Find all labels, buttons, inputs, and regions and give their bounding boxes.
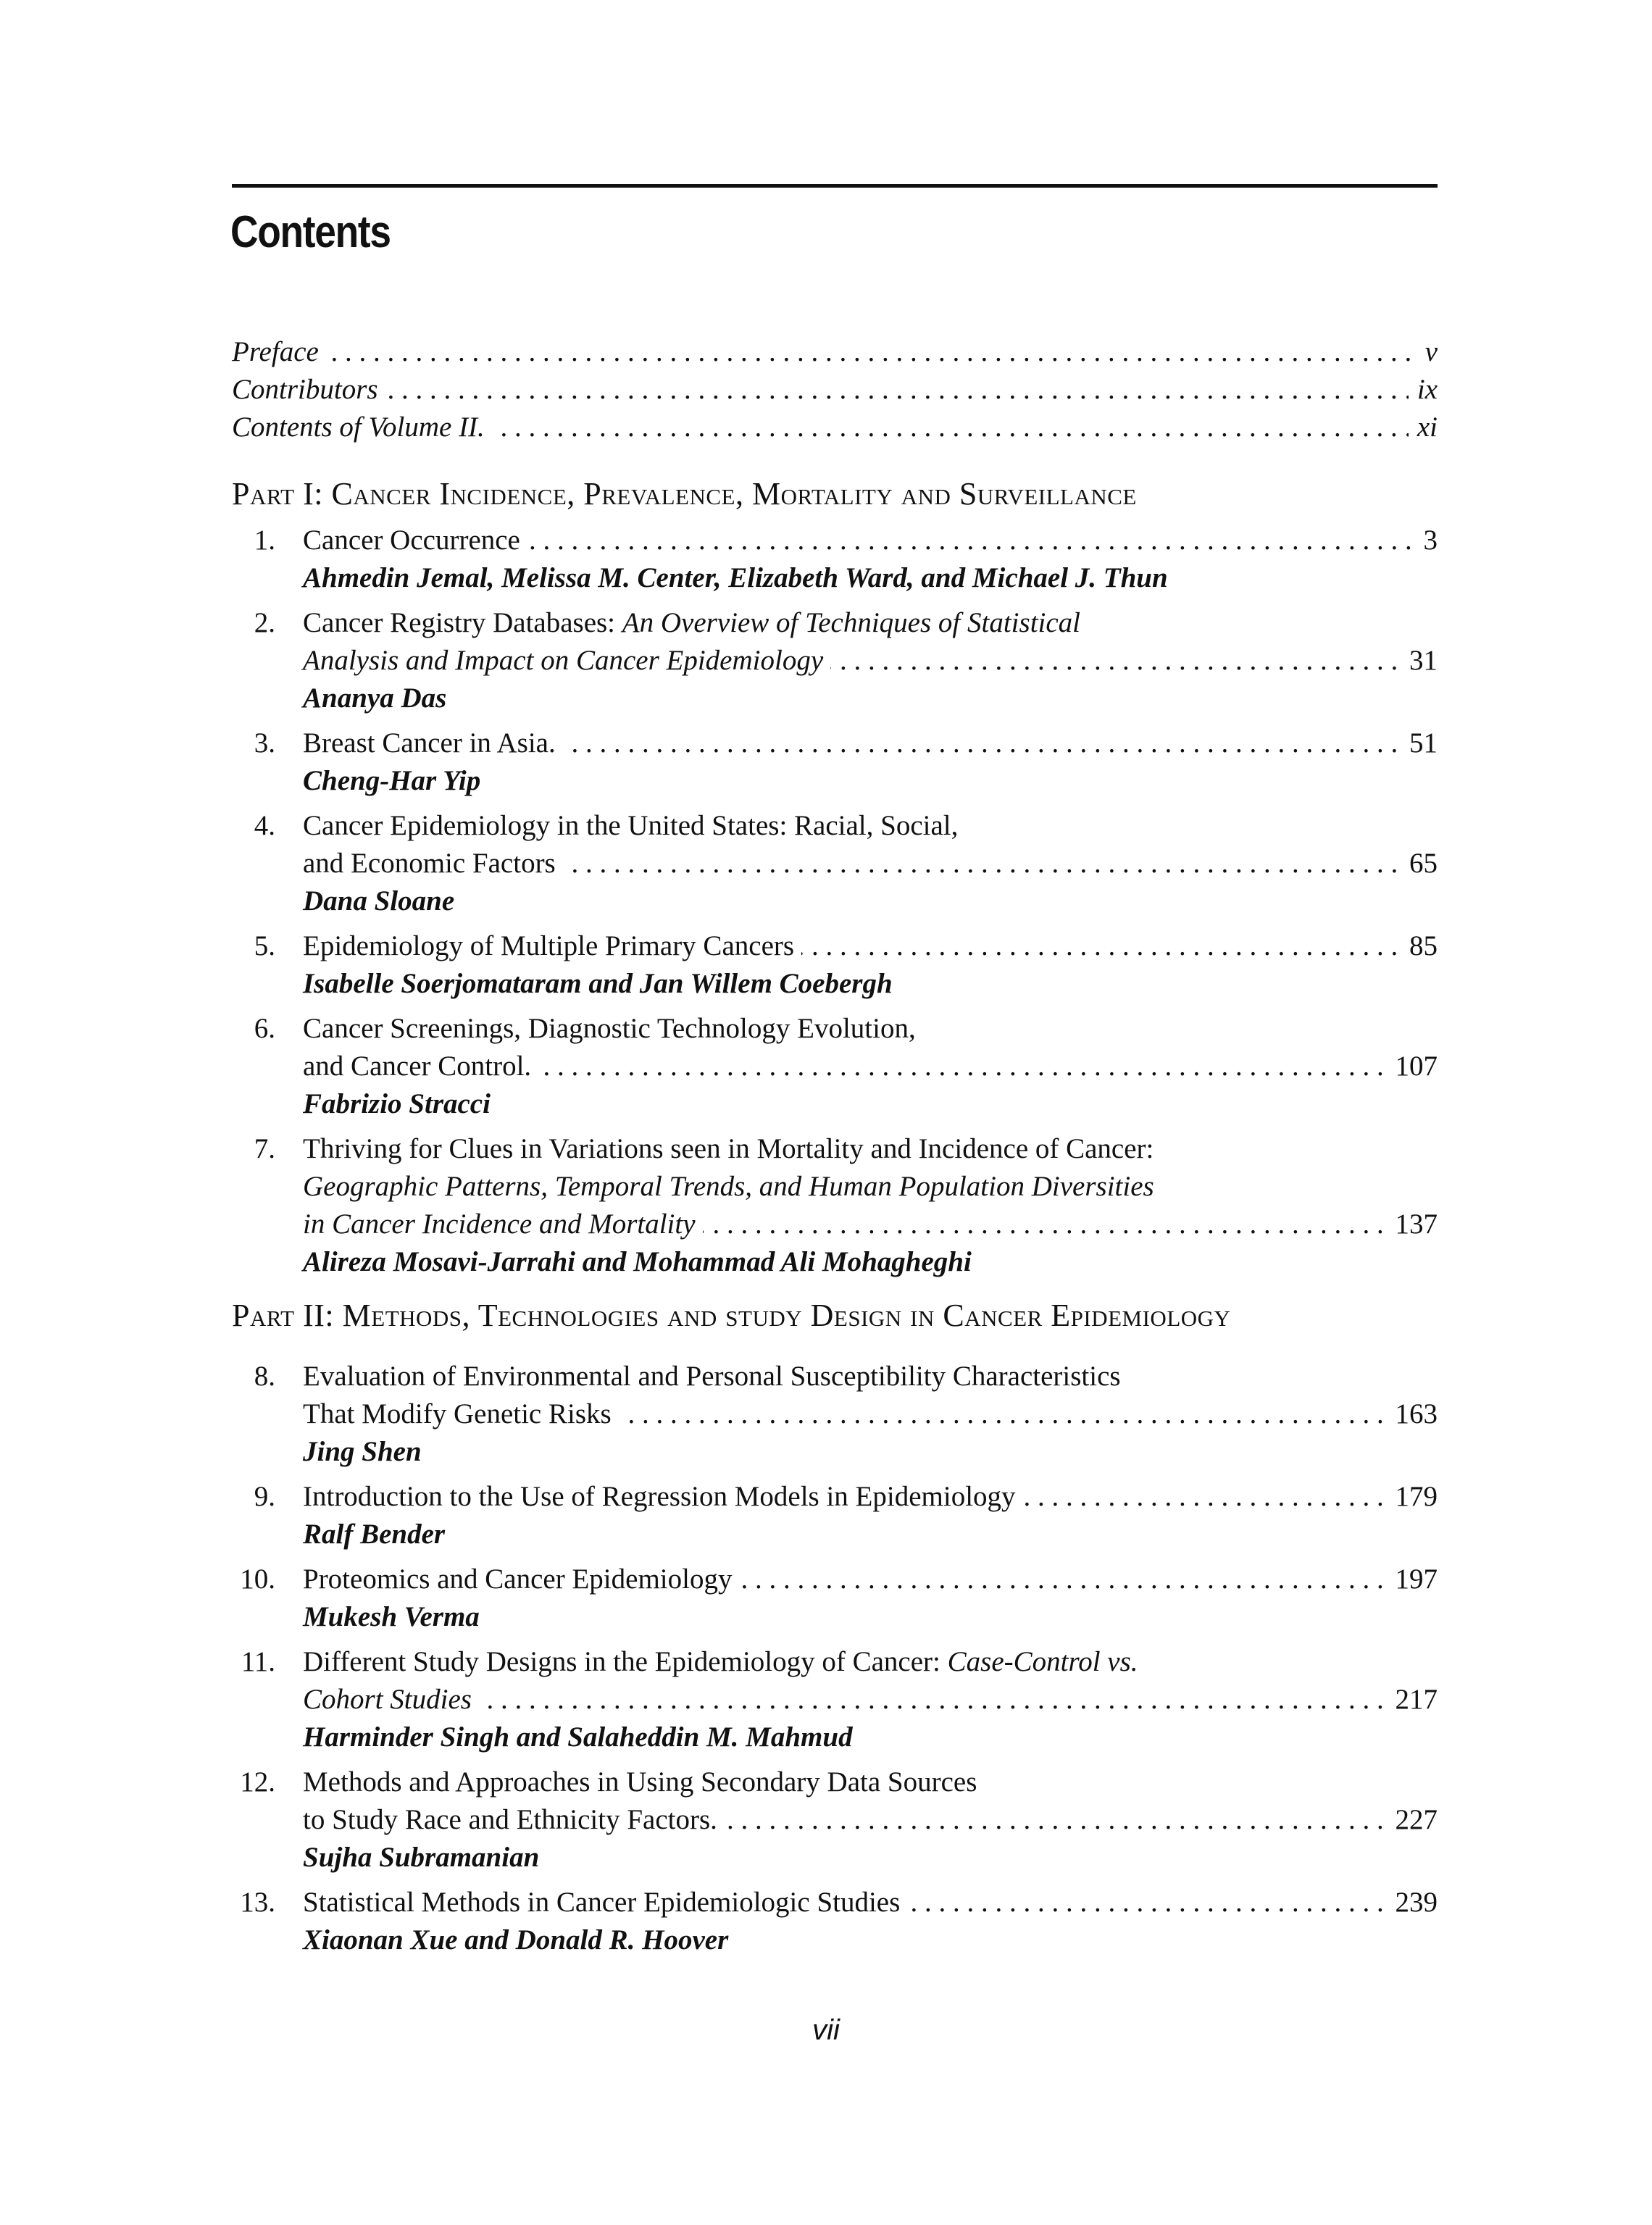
chapter-number: 10. [240,1564,275,1595]
chapter-title: and Cancer Control. [303,1048,538,1085]
chapter-page: 85 [1401,927,1438,965]
chapter-title: Cohort Studies [303,1681,479,1719]
chapter-page: 217 [1387,1681,1438,1719]
chapter-title-line: Cancer Registry Databases: [303,607,622,638]
chapter-authors: Fabrizio Stracci [303,1088,491,1119]
chapter-title-row [303,1048,1438,1085]
chapter-page: 239 [1387,1884,1438,1921]
chapter-authors: Ralf Bender [303,1519,446,1550]
chapter-number: 6. [254,1013,275,1044]
chapter-title-row [303,1561,1438,1598]
chapter-title-row [303,845,1438,882]
front-item-page: ix [1409,371,1438,409]
chapter-number: 5. [254,930,275,961]
chapter-title: Epidemiology of Multiple Primary Cancers [303,927,801,965]
chapter-number: 12. [240,1766,275,1798]
chapter-page: 51 [1401,725,1438,762]
chapter-authors: Harminder Singh and Salaheddin M. Mahmud [303,1721,853,1753]
chapter-title-row [303,927,1438,965]
chapter-number: 8. [254,1361,275,1392]
chapter-number: 7. [254,1133,275,1164]
chapter-authors: Xiaonan Xue and Donald R. Hoover [303,1924,729,1955]
chapter-title-row [303,725,1438,762]
chapter-number: 3. [254,727,275,759]
chapter-page: 31 [1401,642,1438,680]
front-item-label: Contributors [232,371,385,409]
chapter-title-row [303,1801,1438,1839]
chapter-page: 3 [1415,522,1438,559]
chapter-page: 179 [1387,1478,1438,1516]
chapter-title-line: Cancer Screenings, Diagnostic Technology Evolution, [303,1013,916,1044]
chapter-page: 163 [1387,1395,1438,1433]
chapter-number: 4. [254,810,275,841]
chapter-title-row [303,1884,1438,1921]
chapter-title-row [303,522,1438,559]
chapter-title-line: Thriving for Clues in Variations seen in Mortality and Incidence of Cancer: [303,1133,1154,1164]
chapter-title-line: Evaluation of Environmental and Personal Susceptibility Characteristics [303,1361,1121,1392]
part-heading: Part II: Methods, Technologies and study Design in Cancer Epidemiology [232,1298,1231,1333]
chapter-number: 11. [241,1646,275,1677]
chapter-title: to Study Race and Ethnicity Factors. [303,1801,725,1839]
part-heading: Part I: Cancer Incidence, Prevalence, Mortality and Surveillance [232,476,1137,512]
chapter-title: Cancer Occurrence [303,522,527,559]
chapter-title: Introduction to the Use of Regression Models in Epidemiology [303,1478,1023,1516]
chapter-title-row [303,642,1438,680]
chapter-authors: Dana Sloane [303,885,455,917]
chapter-title-row [303,1681,1438,1719]
leader-dots [232,371,1438,409]
chapter-title: Statistical Methods in Cancer Epidemiologic Studies [303,1884,907,1921]
chapter-title-row [303,1478,1438,1516]
chapter-subtitle: An Overview of Techniques of Statistical [622,607,1081,638]
chapter-title-line: Methods and Approaches in Using Secondary Data Sources [303,1766,977,1798]
front-item-label: Preface [232,333,326,371]
chapter-title: That Modify Genetic Risks [303,1395,619,1433]
leader-dots [232,333,1438,371]
page-number: vii [812,2014,840,2046]
chapter-title: Analysis and Impact on Cancer Epidemiology [303,642,830,680]
front-item-contents-volume-ii[interactable] [232,409,1438,446]
chapter-subtitle: Geographic Patterns, Temporal Trends, and Human Population Diversities [303,1171,1154,1202]
front-item-label: Contents of Volume II. [232,409,492,446]
chapter-number: 9. [254,1481,275,1512]
chapter-authors: Isabelle Soerjomataram and Jan Willem Coebergh [303,968,893,999]
top-rule [232,184,1438,188]
front-item-preface[interactable] [232,333,1438,371]
chapter-authors: Ahmedin Jemal, Melissa M. Center, Elizabeth Ward, and Michael J. Thun [303,562,1168,593]
chapter-title: and Economic Factors [303,845,563,882]
chapter-page: 227 [1387,1801,1438,1839]
chapter-number: 13. [240,1887,275,1918]
chapter-authors: Sujha Subramanian [303,1842,540,1873]
chapter-authors: Cheng-Har Yip [303,765,481,796]
chapter-title: Breast Cancer in Asia. [303,725,563,762]
front-item-contributors[interactable] [232,371,1438,409]
chapter-page: 137 [1387,1206,1438,1243]
chapter-authors: Alireza Mosavi-Jarrahi and Mohammad Ali Mohagheghi [303,1246,972,1277]
chapter-authors: Mukesh Verma [303,1601,480,1632]
chapter-authors: Ananya Das [303,682,447,714]
chapter-title-line: Cancer Epidemiology in the United States: Racial, Social, [303,810,959,841]
chapter-title-row [303,1395,1438,1433]
chapter-authors: Jing Shen [303,1436,422,1467]
chapter-page: 107 [1387,1048,1438,1085]
chapter-title: Proteomics and Cancer Epidemiology [303,1561,739,1598]
chapter-title: in Cancer Incidence and Mortality [303,1206,703,1243]
chapter-page: 197 [1387,1561,1438,1598]
chapter-number: 1. [254,525,275,556]
chapter-title-row [303,1206,1438,1243]
front-item-page: xi [1409,409,1438,446]
chapter-subtitle: Case-Control vs. [947,1646,1138,1677]
chapter-number: 2. [254,607,275,638]
page-title: Contents [230,207,391,257]
front-item-page: v [1417,333,1438,371]
chapter-title-line: Different Study Designs in the Epidemiology of Cancer: [303,1646,948,1677]
chapter-page: 65 [1401,845,1438,882]
